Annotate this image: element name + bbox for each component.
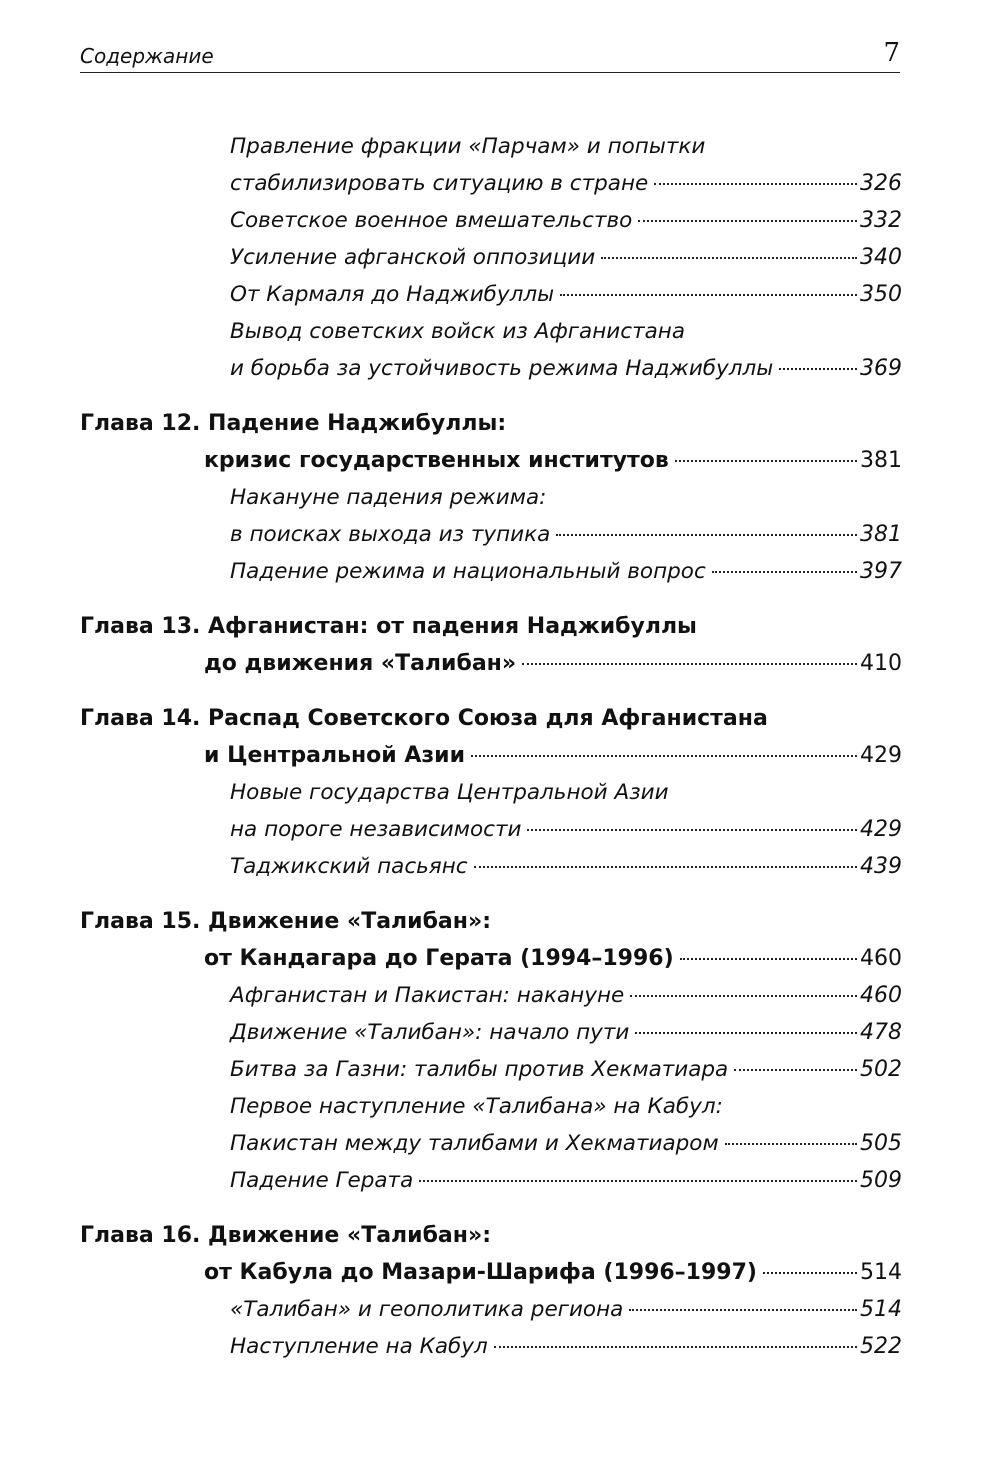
toc-entry-line: Новые государства Центральной Азии bbox=[230, 780, 669, 805]
toc-page: 429 bbox=[860, 817, 902, 842]
toc-entry[interactable]: От Кармаля до Наджибуллы 350 bbox=[80, 276, 902, 313]
toc-entry[interactable]: «Талибан» и геополитика региона 514 bbox=[80, 1291, 902, 1328]
toc-page: 460 bbox=[860, 983, 902, 1008]
toc-entry[interactable]: стабилизировать ситуацию в стране 326 bbox=[80, 165, 902, 202]
toc-entry[interactable]: Падение Герата 509 bbox=[80, 1162, 902, 1199]
chapter-entry[interactable]: от Кандагара до Герата (1994–1996) 460 bbox=[80, 940, 902, 977]
toc-page: 410 bbox=[860, 651, 902, 676]
toc-page: 514 bbox=[860, 1260, 902, 1285]
toc-entry[interactable]: и борьба за устойчивость режима Наджибуллы 369 bbox=[80, 350, 902, 387]
toc-page: 502 bbox=[860, 1057, 902, 1082]
toc-page: 326 bbox=[860, 171, 902, 196]
dot-leader bbox=[630, 995, 857, 997]
dot-leader bbox=[629, 1309, 857, 1311]
toc-entry[interactable]: Советское военное вмешательство 332 bbox=[80, 202, 902, 239]
dot-leader bbox=[419, 1180, 857, 1182]
toc-page: 460 bbox=[860, 946, 902, 971]
toc-page: 478 bbox=[860, 1020, 902, 1045]
toc-entry[interactable]: в поисках выхода из тупика 381 bbox=[80, 516, 902, 553]
toc-entry[interactable]: Падение режима и национальный вопрос 397 bbox=[80, 553, 902, 590]
dot-leader bbox=[763, 1272, 857, 1274]
toc-page: 514 bbox=[860, 1297, 902, 1322]
dot-leader bbox=[654, 183, 857, 185]
toc-page: 381 bbox=[860, 448, 902, 473]
toc-entry[interactable]: на пороге независимости 429 bbox=[80, 811, 902, 848]
page-number: 7 bbox=[883, 38, 900, 68]
table-of-contents bbox=[80, 128, 902, 1365]
chapter-heading: Глава 16. Движение «Талибан»: bbox=[80, 1223, 491, 1248]
chapter-entry[interactable]: от Кабула до Мазари-Шарифа (1996–1997) 514 bbox=[80, 1254, 902, 1291]
toc-page: 397 bbox=[860, 559, 902, 584]
chapter-heading: Глава 15. Движение «Талибан»: bbox=[80, 909, 491, 934]
toc-entry[interactable]: Наступление на Кабул 522 bbox=[80, 1328, 902, 1365]
toc-page: 439 bbox=[860, 854, 902, 879]
dot-leader bbox=[474, 866, 857, 868]
dot-leader bbox=[494, 1346, 857, 1348]
dot-leader bbox=[527, 829, 857, 831]
dot-leader bbox=[601, 257, 857, 259]
dot-leader bbox=[734, 1069, 857, 1071]
chapter-entry[interactable]: кризис государственных институтов 381 bbox=[80, 442, 902, 479]
chapter-heading: Глава 12. Падение Наджибуллы: bbox=[80, 411, 507, 436]
toc-page: 369 bbox=[860, 356, 902, 381]
dot-leader bbox=[471, 755, 857, 757]
chapter-entry[interactable]: до движения «Талибан» 410 bbox=[80, 645, 902, 682]
toc-page: 381 bbox=[860, 522, 902, 547]
toc-entry-line: Накануне падения режима: bbox=[230, 485, 547, 510]
dot-leader bbox=[712, 571, 857, 573]
toc-entry-line: Правление фракции «Парчам» и попытки bbox=[230, 134, 706, 159]
toc-entry[interactable]: Афганистан и Пакистан: накануне 460 bbox=[80, 977, 902, 1014]
toc-entry[interactable]: Пакистан между талибами и Хекматиаром 505 bbox=[80, 1125, 902, 1162]
toc-page: 505 bbox=[860, 1131, 902, 1156]
toc-page: 332 bbox=[860, 208, 902, 233]
toc-page: 340 bbox=[860, 245, 902, 270]
chapter-heading: Глава 13. Афганистан: от падения Наджибуллы bbox=[80, 614, 697, 639]
toc-entry[interactable]: Таджикский пасьянс 439 bbox=[80, 848, 902, 885]
toc-page: 509 bbox=[860, 1168, 902, 1193]
toc-entry[interactable]: Усиление афганской оппозиции 340 bbox=[80, 239, 902, 276]
dot-leader bbox=[725, 1143, 857, 1145]
toc-entry[interactable]: Движение «Талибан»: начало пути 478 bbox=[80, 1014, 902, 1051]
dot-leader bbox=[635, 1032, 857, 1034]
dot-leader bbox=[522, 663, 857, 665]
toc-entry-line: Вывод советских войск из Афганистана bbox=[230, 319, 686, 344]
running-header bbox=[80, 38, 900, 73]
chapter-entry[interactable]: и Центральной Азии 429 bbox=[80, 737, 902, 774]
toc-entry[interactable]: Битва за Газни: талибы против Хекматиара 502 bbox=[80, 1051, 902, 1088]
dot-leader bbox=[560, 294, 857, 296]
toc-entry-line: Первое наступление «Талибана» на Кабул: bbox=[230, 1094, 723, 1119]
toc-page: 429 bbox=[860, 743, 902, 768]
dot-leader bbox=[638, 220, 857, 222]
dot-leader bbox=[675, 460, 857, 462]
dot-leader bbox=[556, 534, 857, 536]
dot-leader bbox=[680, 958, 857, 960]
toc-page: 522 bbox=[860, 1334, 902, 1359]
dot-leader bbox=[779, 368, 857, 370]
toc-page: 350 bbox=[860, 282, 902, 307]
running-title: Содержание bbox=[80, 44, 214, 68]
chapter-heading: Глава 14. Распад Советского Союза для Афганистана bbox=[80, 706, 768, 731]
